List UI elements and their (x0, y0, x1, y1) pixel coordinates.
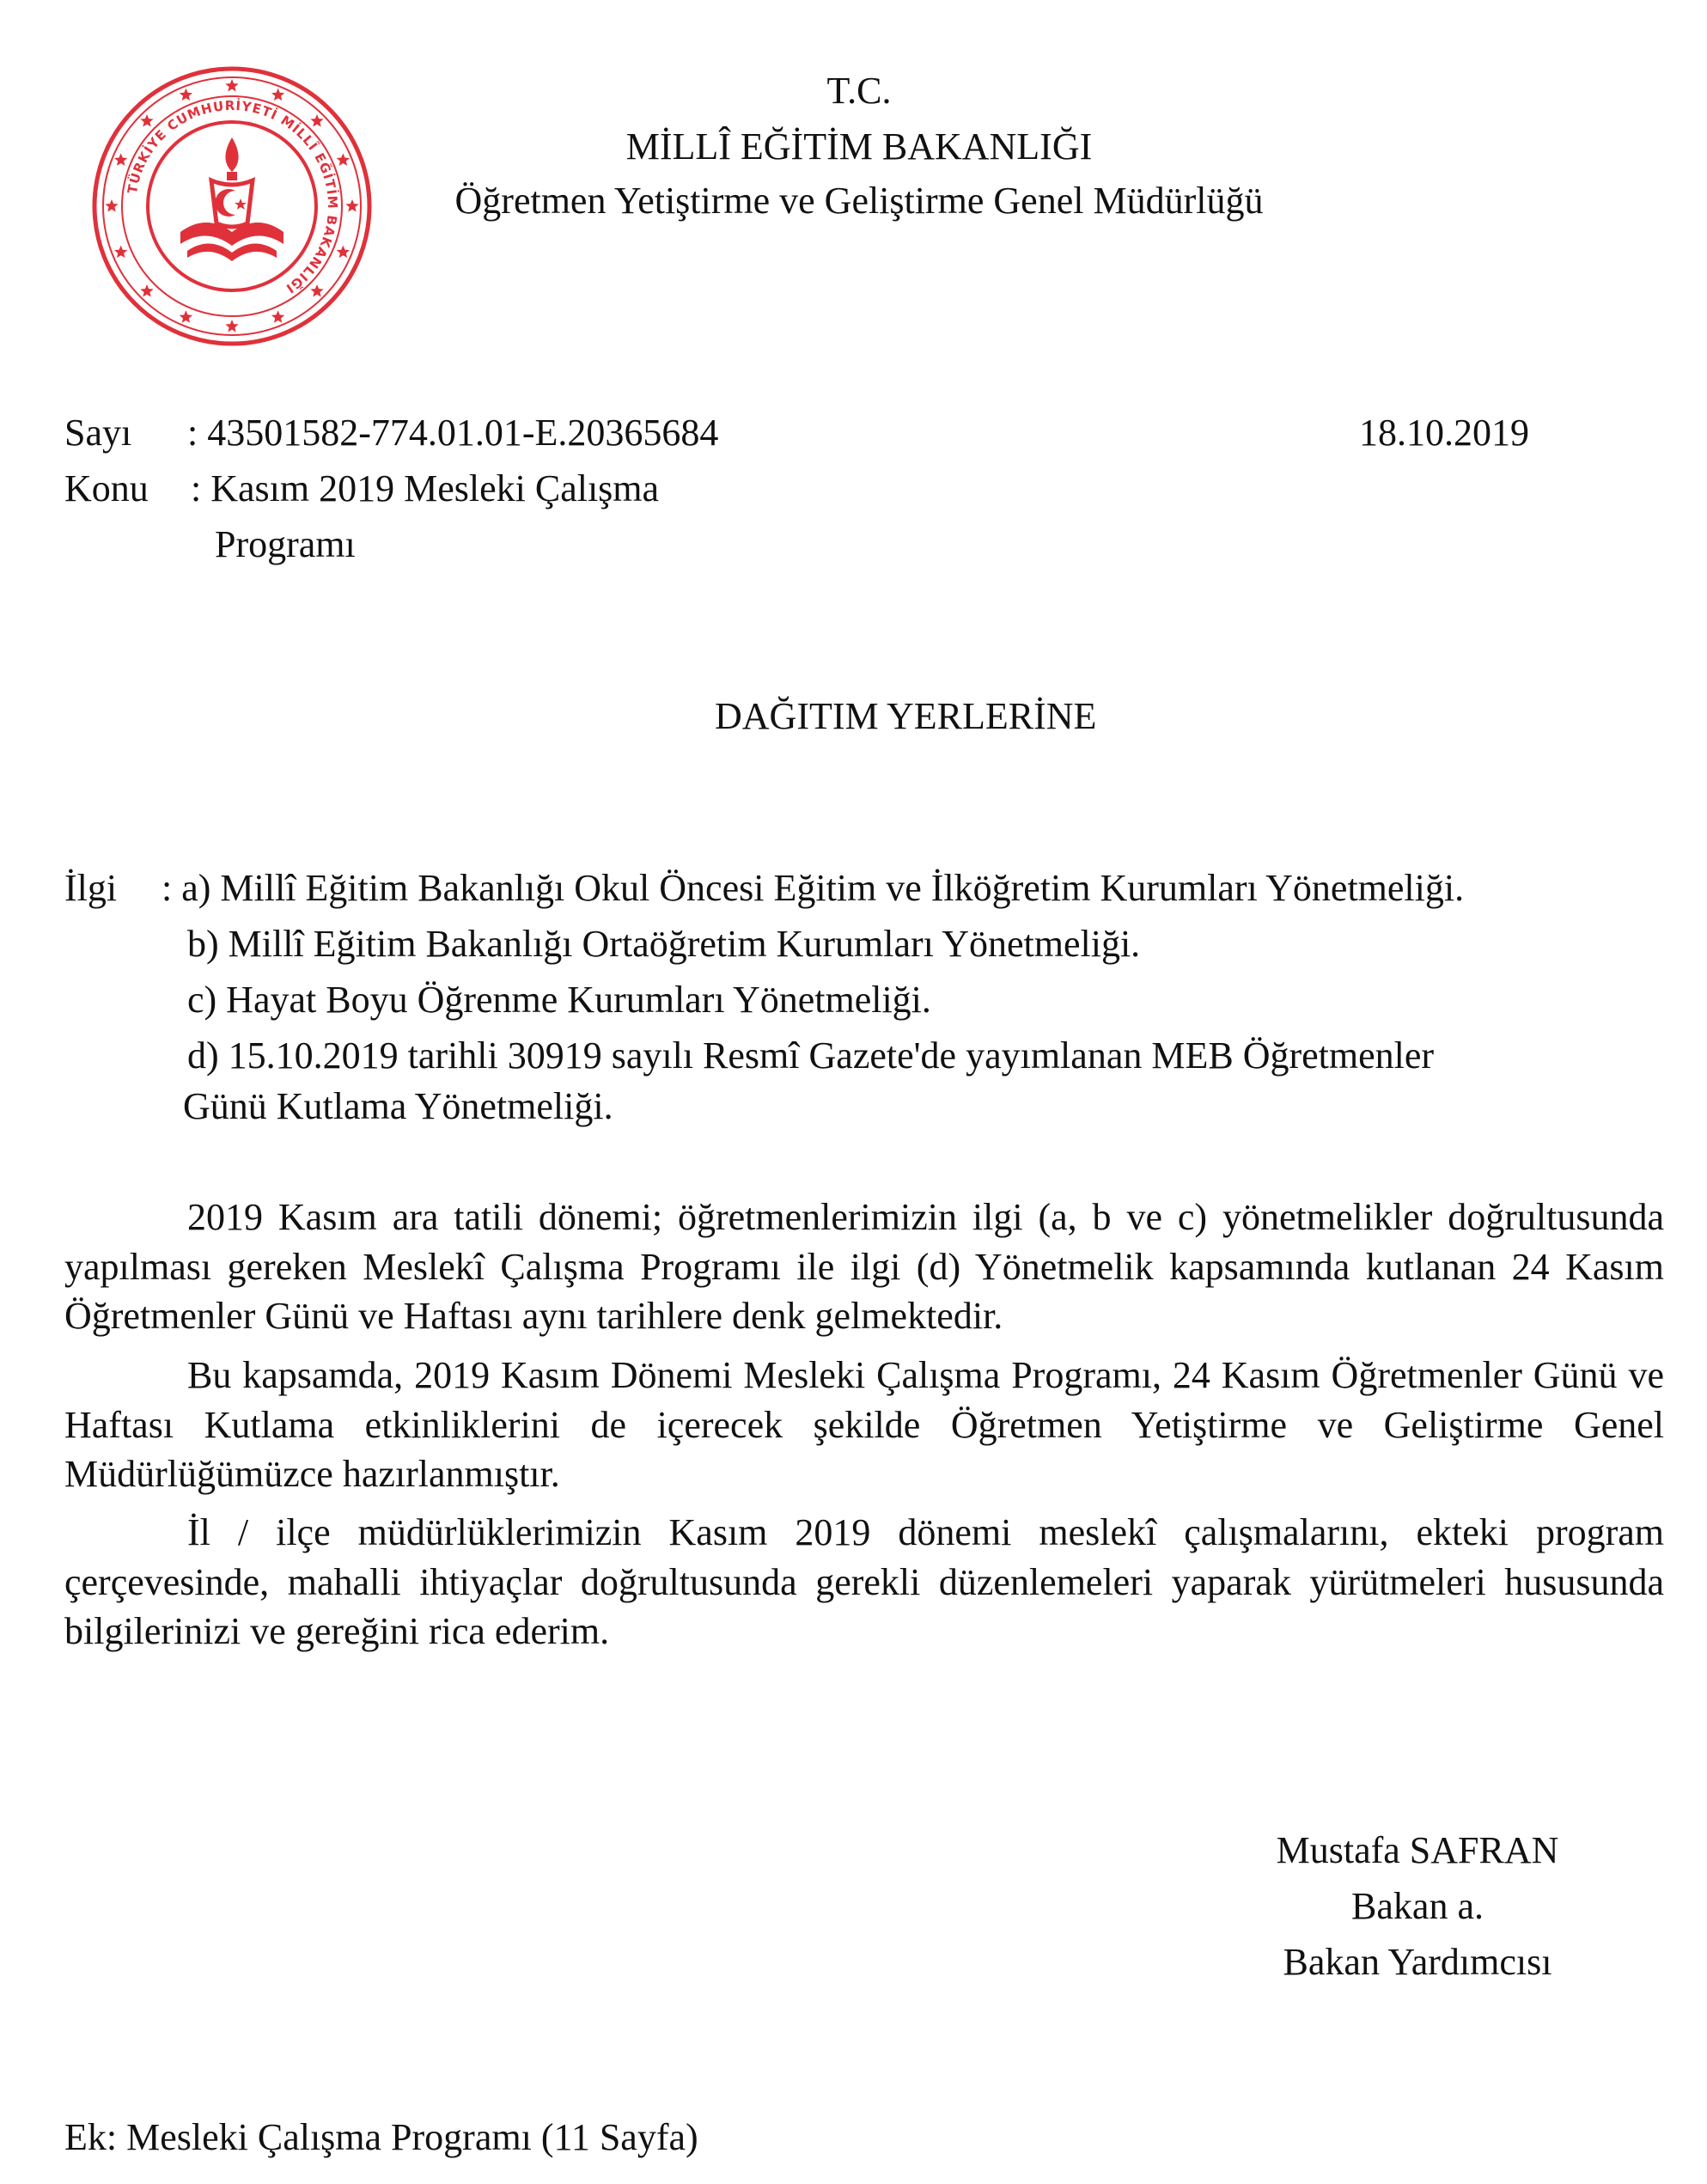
seal-star (345, 199, 358, 212)
seal-star (337, 153, 350, 166)
seal-star (225, 79, 238, 92)
konu-value-continued: Programı (215, 523, 356, 565)
signatory-line2: Bakan a. (1351, 1885, 1484, 1927)
seal-star (337, 246, 350, 258)
seal-star (114, 246, 127, 258)
seal-star (105, 199, 118, 212)
seal-stars (105, 79, 358, 332)
seal-star (140, 114, 153, 127)
attachment-note: Ek: Mesleki Çalışma Programı (11 Sayfa) (64, 2116, 698, 2158)
seal-star (114, 153, 127, 166)
body-paragraph-2: Bu kapsamda, 2019 Kasım Dönemi Mesleki Çalışma Programı, 24 Kasım Öğretmenler Günü ve Haftası Kutlama etkinliklerini de içerecek şekilde Öğretmen Yetiştirme ve Geliştirme Genel Müdürlüğümüzce hazırlanmıştır. (64, 1354, 1664, 1495)
ministry-seal-logo (86, 60, 378, 352)
seal-star (180, 88, 192, 101)
letterhead-ministry: MİLLÎ EĞİTİM BAKANLIĞI (625, 125, 1093, 168)
seal-star (271, 310, 284, 323)
konu-label: Konu (64, 467, 149, 509)
ilgi-item-b: b) Millî Eğitim Bakanlığı Ortaöğretim Kurumları Yönetmeliği. (187, 923, 1141, 965)
body-paragraph-1: 2019 Kasım ara tatili dönemi; öğretmenlerimizin ilgi (a, b ve c) yönetmelikler doğrultusunda yapılması gereken Meslekî Çalışma Programı ile ilgi (d) Yönetmelik kapsamında kutlanan 24 Kasım Öğretmenler Günü ve Haftası aynı tarihlere denk gelmektedir. (64, 1196, 1664, 1337)
seal-star (140, 284, 153, 297)
konu-value: : Kasım 2019 Mesleki Çalışma (191, 467, 660, 509)
sayi-label: Sayı (64, 412, 132, 454)
document-date: 18.10.2019 (1359, 412, 1529, 454)
ilgi-item-d: d) 15.10.2019 tarihli 30919 sayılı Resmî Gazete'de yayımlanan MEB Öğretmenler (187, 1034, 1435, 1077)
seal-star (310, 284, 323, 297)
signatory-title: Bakan Yardımcısı (1283, 1941, 1552, 1983)
body-paragraph-3: İl / ilçe müdürlüklerimizin Kasım 2019 dönemi meslekî çalışmalarını, ekteki program çerçevesinde, mahalli ihtiyaçlar doğrultusunda gerekli düzenlemeleri yaparak yürütmeleri hususunda bilgilerinizi ve gereğini rica ederim. (64, 1511, 1664, 1652)
letterhead-directorate: Öğretmen Yetiştirme ve Geliştirme Genel Müdürlüğü (454, 180, 1264, 222)
seal-star (225, 320, 238, 332)
seal-star (271, 88, 284, 101)
signatory-name: Mustafa SAFRAN (1276, 1829, 1559, 1871)
letterhead-tc: T.C. (826, 70, 892, 112)
ilgi-label: İlgi (64, 867, 118, 909)
seal-star (180, 310, 192, 323)
ilgi-item-a: : a) Millî Eğitim Bakanlığı Okul Öncesi Eğitim ve İlköğretim Kurumları Yönetmeliği. (162, 867, 1465, 909)
ilgi-item-c: c) Hayat Boyu Öğrenme Kurumları Yönetmeliği. (187, 979, 931, 1021)
addressee: DAĞITIM YERLERİNE (715, 695, 1097, 737)
seal-star (310, 114, 323, 127)
svg-text:TÜRKİYE CUMHURİYETİ MİLLÎ EĞİT: TÜRKİYE CUMHURİYETİ MİLLÎ EĞİTİM BAKANLIĞI (124, 97, 341, 297)
sayi-value: : 43501582-774.01.01-E.20365684 (187, 412, 719, 454)
ilgi-item-d-continued: Günü Kutlama Yönetmeliği. (183, 1085, 613, 1127)
